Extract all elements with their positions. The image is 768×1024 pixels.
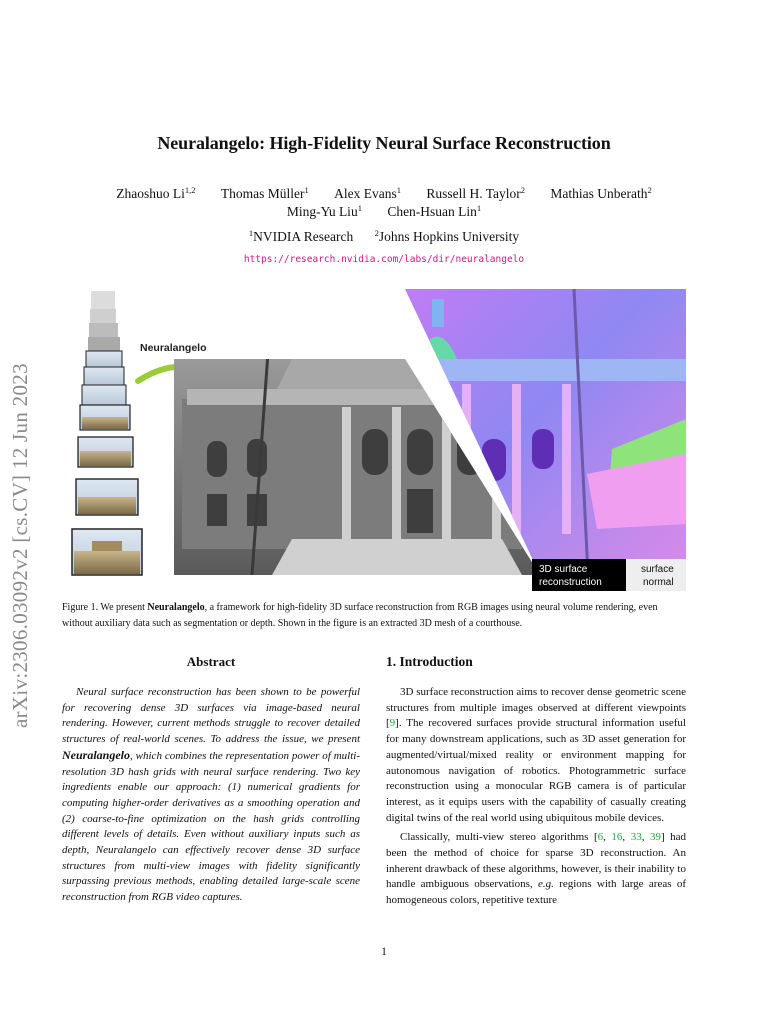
project-url-link[interactable]: https://research.nvidia.com/labs/dir/neuralangelo [243, 254, 525, 265]
teaser-figure [62, 289, 686, 591]
abstract-heading: Abstract [186, 654, 236, 669]
svg-text:3D surface: 3D surface [539, 564, 588, 575]
authors-line-2 [0, 204, 768, 220]
introduction-heading: 1. Introduction [386, 654, 473, 669]
arxiv-identifier: arXiv:2306.03092v2 [cs.CV] 12 Jun 2023 [8, 363, 32, 728]
svg-text:reconstruction: reconstruction [539, 577, 602, 588]
author: Russell H. Taylor$^2$ [426, 185, 526, 201]
affiliations [0, 229, 768, 245]
abstract-section [62, 654, 360, 906]
author: Alex Evans$^1$ [334, 185, 401, 201]
svg-text:surface: surface [641, 564, 674, 575]
citation-link[interactable]: 6 [597, 831, 604, 844]
paper-title: Neuralangelo: High-Fidelity Neural Surface Reconstruction [157, 133, 611, 153]
input-image-stack [72, 291, 142, 575]
surface-normal-tag [626, 559, 686, 591]
surface-reconstruction-tag [532, 559, 626, 591]
intro-paragraph-2: Classically, multi-view stereo algorithms [6, 16, 33, 39] had been the method of choice for sparse 3D reconstruction. An inherent drawback of these algorithms, however, is their inability to handle ambiguous observations, e.g. regions with large areas of homogeneous colors, repetitive texture [386, 831, 687, 907]
intro-paragraph-1: 3D surface reconstruction aims to recover dense geometric scene structures from multiple images observed at different viewpoints [9]. The recovered surfaces provide structural information useful for many downstream applications, such as 3D asset generation for augmented/virtual/mixed reality or environment mapping for autonomous navigation of robotics. Photogrammetric surface reconstruction using a monocular RGB camera is of particular interest, as it equips users with the capability of casually creating digital twins of the real world using ubiquitous mobile devices. [386, 686, 686, 824]
introduction-section [386, 654, 686, 909]
citation-link[interactable]: 9 [389, 717, 396, 730]
citation-link[interactable]: 39 [649, 831, 661, 844]
affiliation: $^1$NVIDIA Research [248, 228, 354, 244]
svg-text:normal: normal [643, 577, 674, 588]
figure-caption: Figure 1. We present Neuralangelo, a framework for high-fidelity 3D surface reconstruction from RGB images using neural volume rendering, even without auxiliary data such as segmentation or depth. Shown in the figure is an extracted 3D mesh of a courthouse. [62, 602, 658, 629]
arrow-label: Neuralangelo [140, 342, 207, 354]
author: Ming-Yu Liu$^1$ [286, 203, 362, 219]
citation-link[interactable]: 16 [611, 831, 623, 844]
author: Thomas Müller$^1$ [220, 185, 309, 201]
author: Zhaoshuo Li$^{1,2}$ [116, 185, 196, 201]
citation-link[interactable]: 33 [630, 831, 642, 844]
authors-line-1 [0, 186, 768, 202]
affiliation: $^2$Johns Hopkins University [374, 228, 520, 244]
abstract-body: Neural surface reconstruction has been shown to be powerful for recovering dense 3D surfaces via image-based neural rendering. However, current methods struggle to recover detailed structures of real-world scenes. To address the issue, we present Neuralangelo, which combines the representation power of multi-resolution 3D hash grids with neural surface rendering. Two key ingredients enable our approach: (1) numerical gradients for computing higher-order derivatives as a smoothing operation and (2) coarse-to-fine optimization on the hash grids controlling different levels of details. Even without auxiliary inputs such as depth, Neuralangelo can effectively recover dense 3D surface structures from multi-view images with fidelity significantly surpassing previous methods, enabling detailed large-scale scene reconstruction from RGB video captures. [62, 686, 360, 904]
author: Chen-Hsuan Lin$^1$ [387, 203, 482, 219]
author: Mathias Unberath$^2$ [550, 185, 652, 201]
page-number: 1 [381, 946, 387, 958]
